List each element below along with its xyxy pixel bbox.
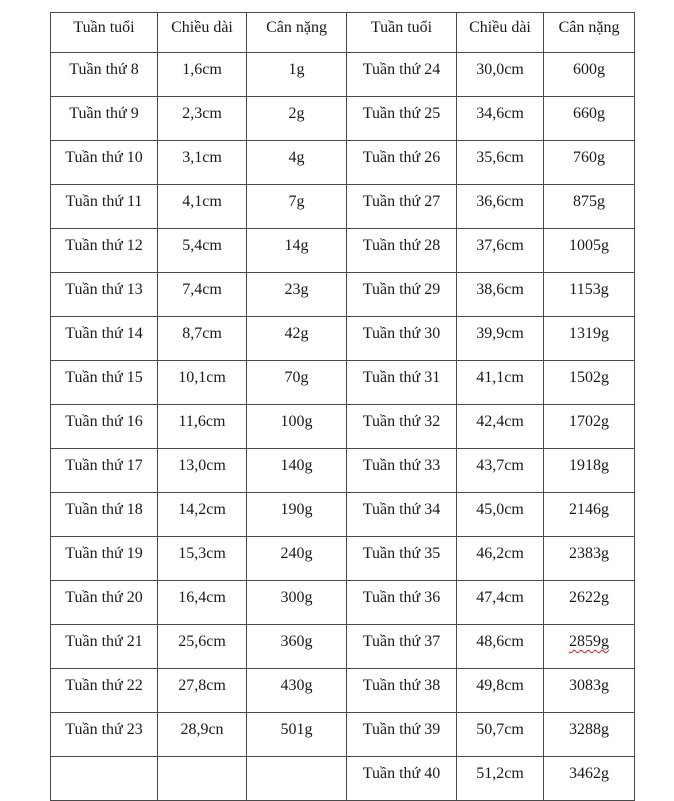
cell-week: Tuần thứ 15: [51, 361, 158, 405]
cell-week-2: Tuần thứ 37: [347, 625, 457, 669]
cell-week: Tuần thứ 17: [51, 449, 158, 493]
cell-length-2: 30,0cm: [457, 53, 544, 97]
cell-weight-2: 2146g: [544, 493, 635, 537]
cell-weight-2: 600g: [544, 53, 635, 97]
cell-weight: 4g: [247, 141, 347, 185]
cell-length: 1,6cm: [158, 53, 247, 97]
cell-length: 11,6cm: [158, 405, 247, 449]
cell-length: 3,1cm: [158, 141, 247, 185]
cell-weight-2: 875g: [544, 185, 635, 229]
table-row: [51, 141, 635, 185]
cell-length-2: 36,6cm: [457, 185, 544, 229]
cell-length: 15,3cm: [158, 537, 247, 581]
cell-week: Tuần thứ 14: [51, 317, 158, 361]
header-length-2: Chiều dài: [457, 13, 544, 53]
table-row: [51, 97, 635, 141]
cell-week-2: Tuần thứ 26: [347, 141, 457, 185]
cell-weight: 430g: [247, 669, 347, 713]
table-row: [51, 53, 635, 97]
cell-week: Tuần thứ 13: [51, 273, 158, 317]
header-weight: Cân nặng: [247, 13, 347, 53]
cell-week: Tuần thứ 11: [51, 185, 158, 229]
cell-week: Tuần thứ 23: [51, 713, 158, 757]
cell-weight: 100g: [247, 405, 347, 449]
cell-length: 2,3cm: [158, 97, 247, 141]
cell-weight-2: 2622g: [544, 581, 635, 625]
table-row: [51, 317, 635, 361]
table-row: [51, 493, 635, 537]
cell-weight: 140g: [247, 449, 347, 493]
cell-length-2: 43,7cm: [457, 449, 544, 493]
table-row: [51, 581, 635, 625]
cell-weight-2: 760g: [544, 141, 635, 185]
cell-week-2: Tuần thứ 25: [347, 97, 457, 141]
cell-week: Tuần thứ 16: [51, 405, 158, 449]
cell-week-2: Tuần thứ 34: [347, 493, 457, 537]
cell-length: 13,0cm: [158, 449, 247, 493]
cell-weight: 23g: [247, 273, 347, 317]
cell-weight-2: 1702g: [544, 405, 635, 449]
cell-weight-2: 660g: [544, 97, 635, 141]
cell-length-2: 48,6cm: [457, 625, 544, 669]
cell-weight: 14g: [247, 229, 347, 273]
cell-week-2: Tuần thứ 28: [347, 229, 457, 273]
cell-week-2: Tuần thứ 27: [347, 185, 457, 229]
cell-week: [51, 757, 158, 801]
cell-weight: 360g: [247, 625, 347, 669]
cell-week-2: Tuần thứ 24: [347, 53, 457, 97]
header-length: Chiều dài: [158, 13, 247, 53]
header-week-2: Tuần tuổi: [347, 13, 457, 53]
cell-weight-2: 1502g: [544, 361, 635, 405]
cell-weight-2: 2383g: [544, 537, 635, 581]
cell-weight: 300g: [247, 581, 347, 625]
cell-length-2: 35,6cm: [457, 141, 544, 185]
cell-weight-2: 1005g: [544, 229, 635, 273]
cell-week: Tuần thứ 8: [51, 53, 158, 97]
cell-week: Tuần thứ 18: [51, 493, 158, 537]
header-week: Tuần tuổi: [51, 13, 158, 53]
cell-weight: 70g: [247, 361, 347, 405]
cell-week-2: Tuần thứ 33: [347, 449, 457, 493]
cell-week-2: Tuần thứ 35: [347, 537, 457, 581]
table-row: [51, 625, 635, 669]
cell-week: Tuần thứ 10: [51, 141, 158, 185]
cell-week-2: Tuần thứ 36: [347, 581, 457, 625]
cell-week-2: Tuần thứ 38: [347, 669, 457, 713]
header-weight-2: Cân nặng: [544, 13, 635, 53]
cell-week-2: Tuần thứ 32: [347, 405, 457, 449]
cell-length-2: 41,1cm: [457, 361, 544, 405]
cell-length-2: 34,6cm: [457, 97, 544, 141]
cell-weight-2: 3083g: [544, 669, 635, 713]
cell-weight-2: 3462g: [544, 757, 635, 801]
cell-length-2: 38,6cm: [457, 273, 544, 317]
table-row: [51, 405, 635, 449]
cell-weight: 2g: [247, 97, 347, 141]
cell-length-2: 37,6cm: [457, 229, 544, 273]
cell-weight: 501g: [247, 713, 347, 757]
cell-length: 4,1cm: [158, 185, 247, 229]
cell-weight-2: 1153g: [544, 273, 635, 317]
growth-table: [50, 12, 635, 801]
cell-length-2: 50,7cm: [457, 713, 544, 757]
cell-weight: 7g: [247, 185, 347, 229]
misspelled-value: 2859g: [569, 633, 609, 650]
table-row: [51, 449, 635, 493]
cell-length-2: 51,2cm: [457, 757, 544, 801]
cell-week-2: Tuần thứ 39: [347, 713, 457, 757]
table-row: [51, 361, 635, 405]
cell-length-2: 47,4cm: [457, 581, 544, 625]
table-row: [51, 185, 635, 229]
cell-week-2: Tuần thứ 40: [347, 757, 457, 801]
cell-weight-2: 3288g: [544, 713, 635, 757]
cell-week: Tuần thứ 22: [51, 669, 158, 713]
cell-week-2: Tuần thứ 29: [347, 273, 457, 317]
cell-week: Tuần thứ 21: [51, 625, 158, 669]
cell-length: 7,4cm: [158, 273, 247, 317]
cell-length: 28,9cn: [158, 713, 247, 757]
cell-week: Tuần thứ 19: [51, 537, 158, 581]
cell-week: Tuần thứ 20: [51, 581, 158, 625]
cell-length: 27,8cm: [158, 669, 247, 713]
cell-weight: 240g: [247, 537, 347, 581]
table-row: [51, 537, 635, 581]
table-row: [51, 229, 635, 273]
cell-weight: 190g: [247, 493, 347, 537]
cell-length: 10,1cm: [158, 361, 247, 405]
cell-week: Tuần thứ 9: [51, 97, 158, 141]
cell-length: [158, 757, 247, 801]
cell-week-2: Tuần thứ 30: [347, 317, 457, 361]
cell-length: 25,6cm: [158, 625, 247, 669]
table-row: [51, 273, 635, 317]
table-row: [51, 757, 635, 801]
cell-length: 16,4cm: [158, 581, 247, 625]
cell-length-2: 45,0cm: [457, 493, 544, 537]
cell-length-2: 49,8cm: [457, 669, 544, 713]
cell-weight-2: [544, 625, 635, 669]
cell-length: 8,7cm: [158, 317, 247, 361]
cell-length: 5,4cm: [158, 229, 247, 273]
cell-length-2: 42,4cm: [457, 405, 544, 449]
cell-weight: 42g: [247, 317, 347, 361]
cell-length-2: 46,2cm: [457, 537, 544, 581]
cell-weight: 1g: [247, 53, 347, 97]
cell-length-2: 39,9cm: [457, 317, 544, 361]
cell-weight-2: 1319g: [544, 317, 635, 361]
header-row: [51, 13, 635, 53]
cell-week-2: Tuần thứ 31: [347, 361, 457, 405]
cell-length: 14,2cm: [158, 493, 247, 537]
cell-weight-2: 1918g: [544, 449, 635, 493]
cell-week: Tuần thứ 12: [51, 229, 158, 273]
table-row: [51, 713, 635, 757]
cell-weight: [247, 757, 347, 801]
table-row: [51, 669, 635, 713]
